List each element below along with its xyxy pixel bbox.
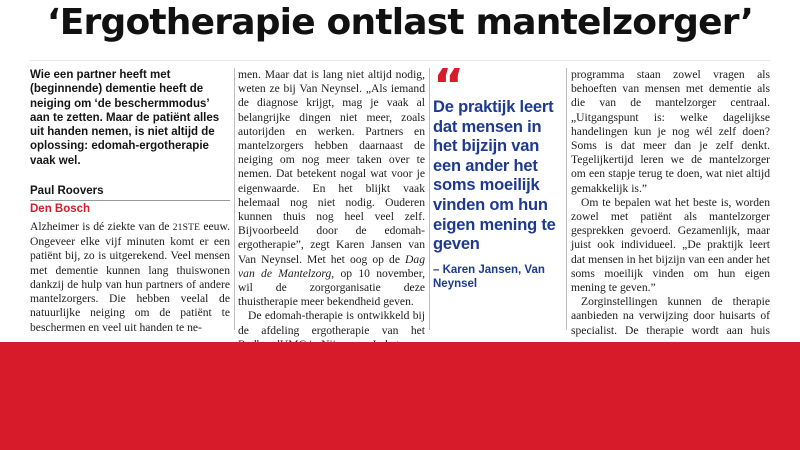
body-text-col2 bbox=[238, 68, 425, 352]
paragraph: programma staan zowel vragen als behoeften van mensen met dementie als die van de mantelzorger centraal. „Uitgangspunt is: welke dagelijkse handelingen kun je nog wél zelf doen? Soms is dat meer dan je zelf denkt. Tegelijkertijd leren we de mantelzorger om een stapje terug te doen, wat niet altijd gemakkelijk is.” bbox=[571, 68, 770, 195]
text-run: Alzheimer is dé ziekte van de bbox=[30, 220, 173, 234]
text-run: , op 10 november, wil de zorgorganisatie deze thuistherapie meer bekendheid geven. bbox=[238, 266, 425, 309]
quote-mark-icon: “ bbox=[433, 68, 465, 98]
paragraph: Om te bepalen wat het beste is, worden zowel met patiënt als mantelzorger gesprekken gevoerd. Gezamenlijk, maar juist ook individueel. „De praktijk leert dat mensen in het bijzijn van een ander het soms moeilijk vinden om hun eigen mening te geven.” bbox=[571, 195, 770, 295]
small-caps-ordinal: 21STE bbox=[172, 223, 201, 234]
body-text-col1 bbox=[30, 220, 230, 335]
text-run: men. Maar dat is lang niet altijd nodig, weten ze bij Van Neynsel. „Als iemand de diagnose krijgt, mag je vaak al belangrijke dingen niet meer, zoals autorijden en werken. Partners en mantelzorgers hebben daarnaast de neiging om nog meer taken over te nemen. Dat betekent nogal wat voor je eigenwaarde. En het blijkt vaak helemaal nog niet nodig. Ouderen kunnen thuis nog heel veel zelf. Bijvoorbeeld door de edomah-ergotherapie”, zegt Karen Jansen van Van Neynsel. Met het oog op de bbox=[238, 68, 425, 266]
column-divider bbox=[566, 68, 567, 330]
column-1 bbox=[30, 68, 230, 335]
body-text-col4 bbox=[571, 68, 770, 352]
paragraph bbox=[238, 68, 425, 309]
text-run: eeuw. Ongeveer elke vijf minuten komt er een patiënt bij, zo is uitgerekend. Veel mensen met dementie kunnen lang thuiswonen dankzij de hulp van hun partners of andere mantelzorgers. Die hebben veelal de natuurlijke neiging om de patiënt te beschermen en veel uit handen te ne- bbox=[30, 220, 230, 334]
paragraph bbox=[30, 220, 230, 335]
intro-lead: Wie een partner heeft met (beginnende) dementie heeft de neiging om ‘de beschermmodus’ aan te zetten. Maar de patiënt alles uit handen nemen, is niet altijd de oplossing: edomah-ergotherapie vaak wel. bbox=[30, 69, 220, 167]
pull-quote bbox=[433, 68, 560, 291]
column-4 bbox=[571, 68, 770, 352]
column-divider bbox=[234, 68, 235, 330]
column-divider bbox=[429, 68, 430, 330]
italic-event-name: Dag van de Mantelzorg bbox=[238, 252, 425, 280]
paragraph: Zorginstellingen kunnen de therapie aanbieden na verwijzing door huisarts of specialist. De therapie wordt aan huis bbox=[571, 295, 770, 337]
byline-divider bbox=[30, 200, 230, 201]
red-footer-band bbox=[0, 342, 800, 450]
pull-quote-attribution: – Karen Jansen, Van Neynsel bbox=[433, 263, 545, 290]
byline-location: Den Bosch bbox=[30, 203, 91, 216]
header-divider bbox=[30, 60, 770, 61]
byline-author: Paul Roovers bbox=[30, 185, 104, 198]
paragraph: De edomah-therapie is ontwikkeld bij de afdeling ergotherapie van het bbox=[238, 309, 425, 337]
headline: ‘Ergotherapie ontlast mantelzorger’ bbox=[46, 2, 754, 43]
column-2 bbox=[238, 68, 425, 352]
pull-quote-text: De praktijk leert dat mensen in het bijzijn van een ander het soms moeilijk vinden om hun eigen mening te geven bbox=[433, 98, 556, 254]
